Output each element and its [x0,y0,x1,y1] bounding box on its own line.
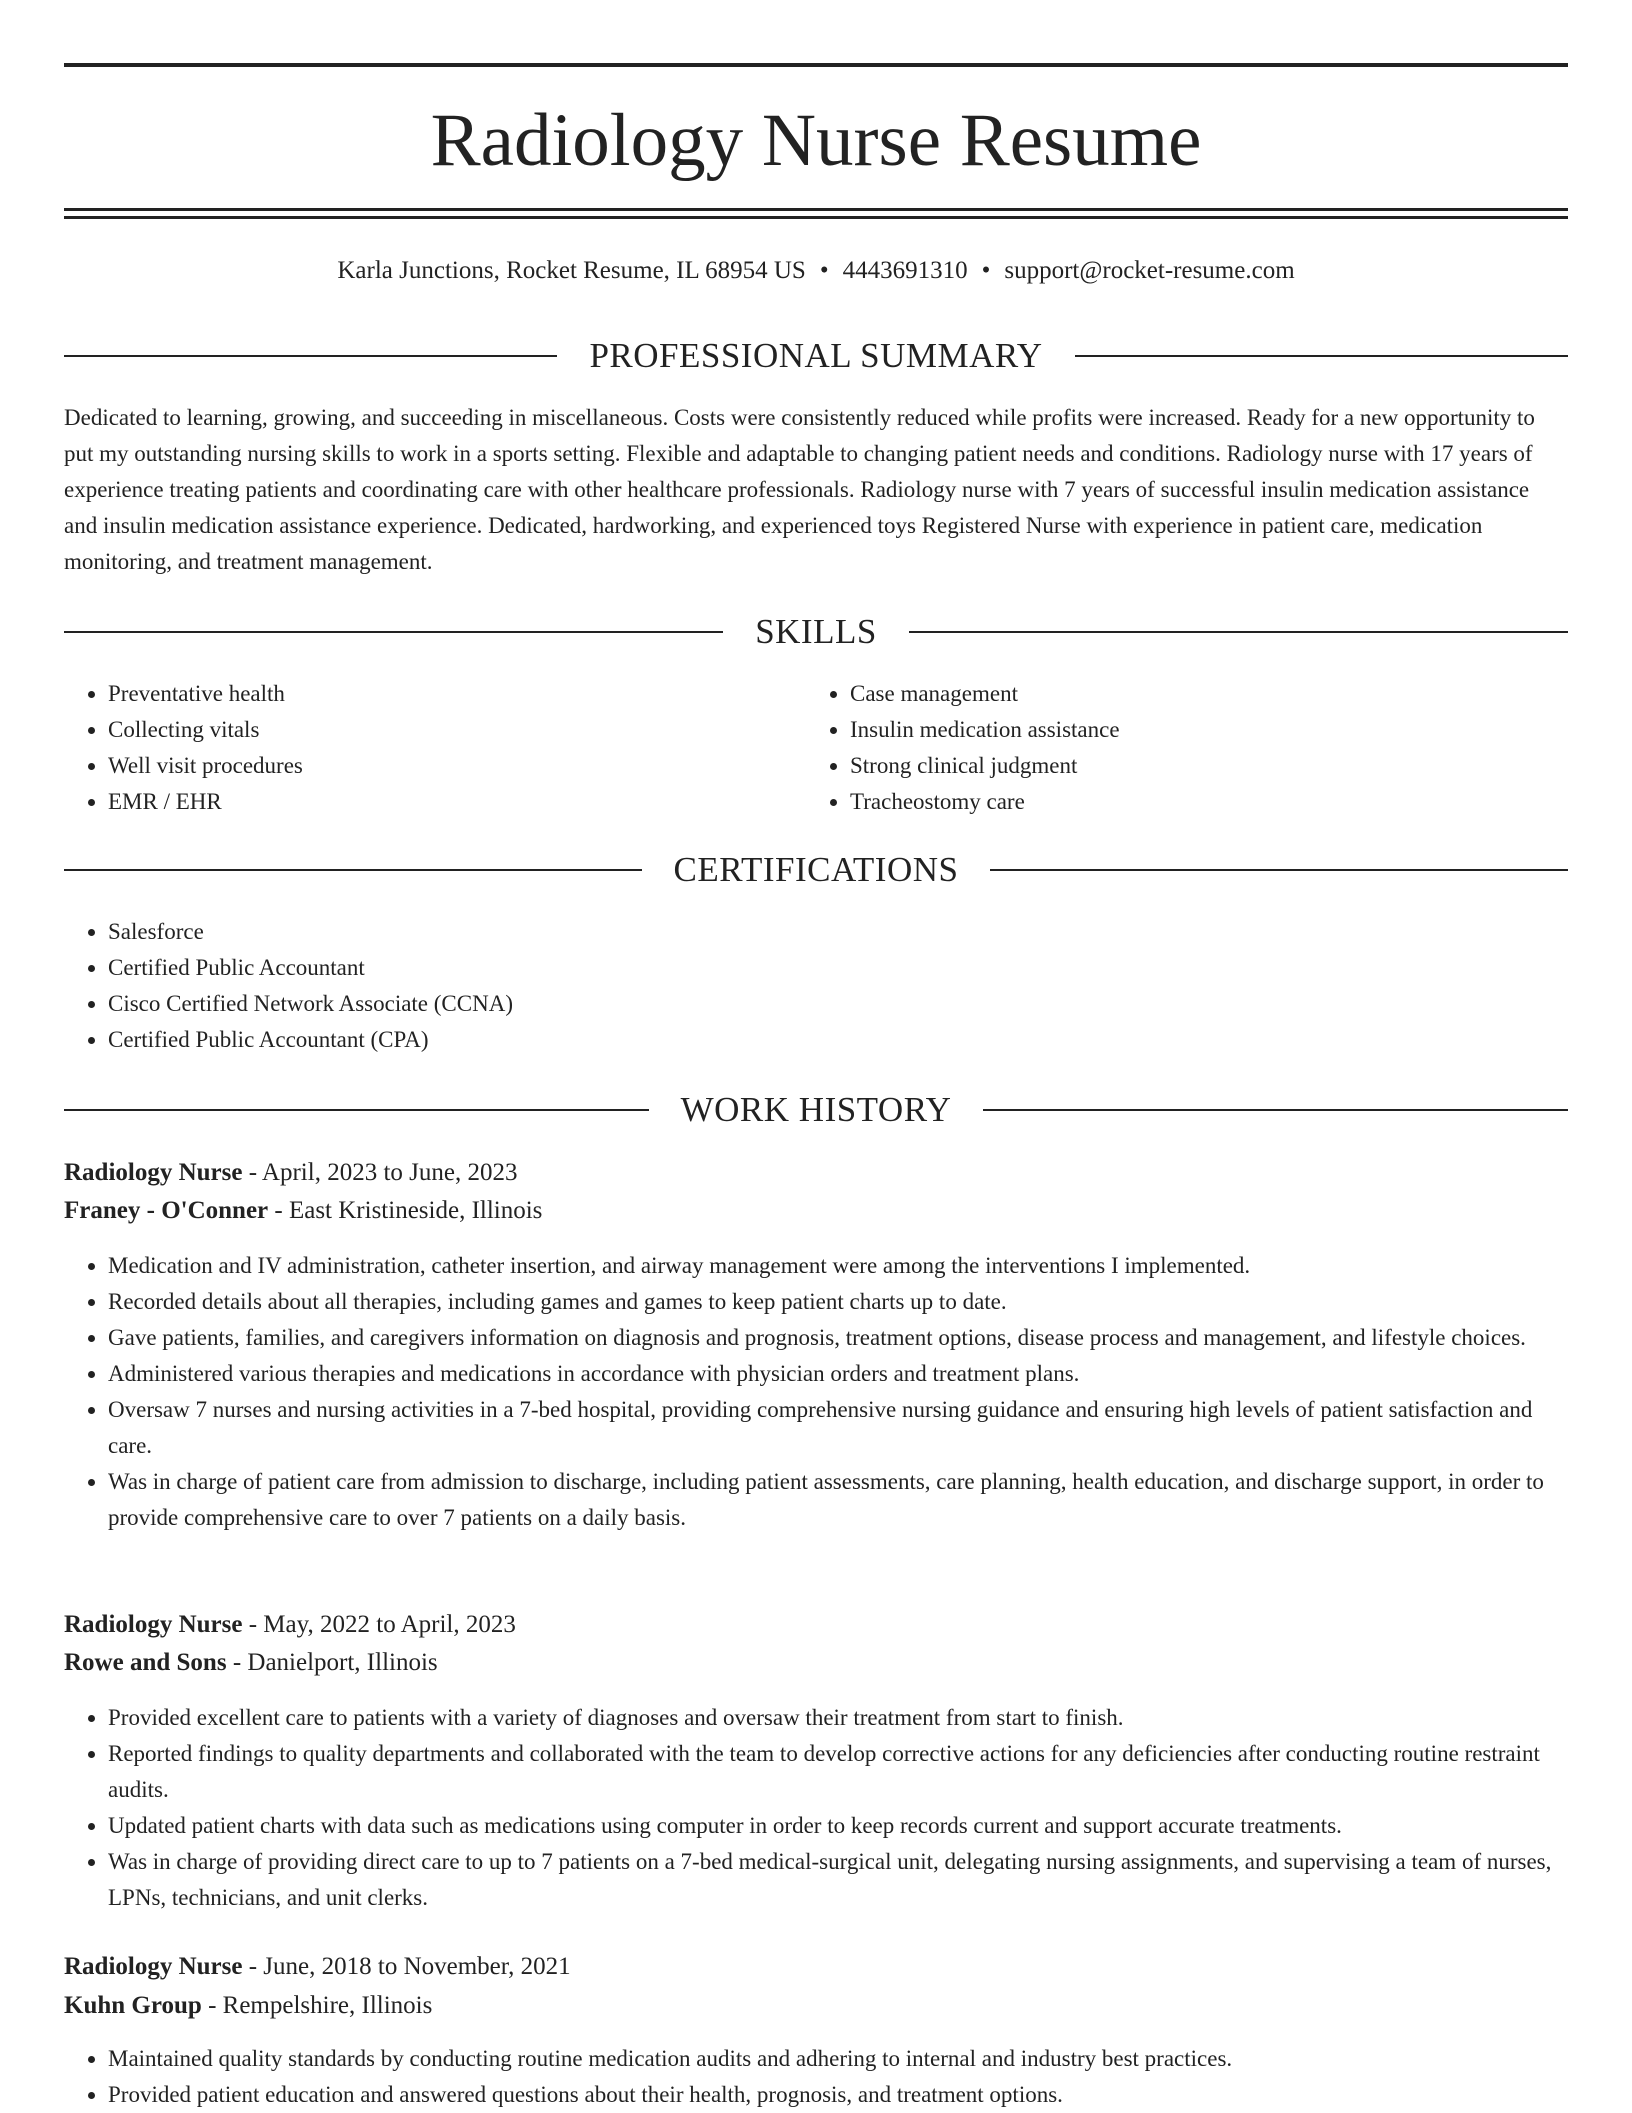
list-item: • Oversaw 7 nurses and nursing activities in a 7-bed hospital, providing comprehensive nursing guidance and ensuring high levels of patient satisfaction and care. [108,1392,1568,1464]
job-company: Rowe and Sons [64,1649,227,1676]
list-item: • Provided excellent care to patients with a variety of diagnoses and oversaw their treatment from start to finish. [108,1700,1568,1736]
title-double-rule-bottom [64,216,1568,219]
list-item: • Salesforce [108,914,1568,950]
job-title-line [64,1607,1568,1643]
job-role: Radiology Nurse [64,1953,243,1980]
list-item: • Reported findings to quality departments and collaborated with the team to develop corrective actions for any deficiencies after conducting routine restraint audits. [108,1736,1568,1808]
job-company: Kuhn Group [64,1992,202,2019]
skills-heading-label: SKILLS [755,612,877,651]
contact-separator: • [819,257,829,284]
job-company: Franey - O'Conner [64,1197,269,1224]
job-title-line [64,1155,1568,1191]
job-dates: - April, 2023 to June, 2023 [242,1159,518,1186]
job-location: - Rempelshire, Illinois [201,1992,433,2019]
heading-rule [64,355,557,357]
list-item: • Gave patients, families, and caregivers information on diagnosis and prognosis, treatment options, disease process and management, and lifestyle choices. [108,1320,1568,1356]
job-bullets [64,2041,1568,2113]
work-history-heading-label: WORK HISTORY [680,1090,952,1129]
certifications-heading-label: CERTIFICATIONS [673,850,959,889]
skills-list-left [64,676,808,820]
list-item: • Was in charge of patient care from admission to discharge, including patient assessments, care planning, health education, and discharge support, in order to provide comprehensive care to over 7 patients on a daily basis. [108,1464,1568,1536]
job-dates: - May, 2022 to April, 2023 [242,1611,516,1638]
job-bullets [64,1700,1568,1916]
contact-email: support@rocket-resume.com [1004,257,1295,284]
contact-address: Karla Junctions, Rocket Resume, IL 68954 US [337,257,806,284]
list-item: • Insulin medication assistance [850,712,1550,748]
summary-text: Dedicated to learning, growing, and succeeding in miscellaneous. Costs were consistently reduced while profits were increased. Ready for a new opportunity to put my outstanding nursing skills to work in a sports setting. Flexible and adaptable to changing patient needs and conditions. Radiology nurse with 17 years of experience treating patients and coordinating care with other healthcare professionals. Radiology nurse with 7 years of successful insulin medication assistance and insulin medication assistance experience. Dedicated, hardworking, and experienced toys Registered Nurse with experience in patient care, medication monitoring, and treatment management. [64,405,1535,574]
list-item: • Strong clinical judgment [850,748,1550,784]
job-company-line [64,1988,1568,2024]
list-item: • Cisco Certified Network Associate (CCNA) [108,986,1568,1022]
top-rule [64,63,1568,67]
job-location: - Danielport, Illinois [226,1649,438,1676]
list-item: • Recorded details about all therapies, including games and games to keep patient charts up to date. [108,1284,1568,1320]
contact-phone: 4443691310 [842,257,968,284]
job-title-line [64,1949,1568,1985]
list-item: • Administered various therapies and medications in accordance with physician orders and treatment plans. [108,1356,1568,1392]
skills-list-right [806,676,1550,820]
job-company-line [64,1645,1568,1681]
list-item: • Maintained quality standards by conducting routine medication audits and adhering to internal and industry best practices. [108,2041,1568,2077]
job-dates: - June, 2018 to November, 2021 [242,1953,571,1980]
certifications-list [64,914,1568,1058]
list-item: • Medication and IV administration, catheter insertion, and airway management were among the interventions I implemented. [108,1248,1568,1284]
list-item: • Case management [850,676,1550,712]
heading-rule [64,869,642,871]
page-title: Radiology Nurse Resume [430,99,1202,182]
heading-rule [64,1109,649,1111]
summary-heading-label: PROFESSIONAL SUMMARY [589,336,1043,375]
job-role: Radiology Nurse [64,1159,243,1186]
heading-rule [990,869,1568,871]
list-item: • Tracheostomy care [850,784,1550,820]
list-item: • EMR / EHR [108,784,808,820]
skills-heading [64,610,1568,654]
list-item: • Preventative health [108,676,808,712]
job-bullets [64,1248,1568,1536]
job-location: - East Kristineside, Illinois [268,1197,543,1224]
heading-rule [1075,355,1568,357]
certifications-heading [64,848,1568,892]
job-company-line [64,1193,1568,1229]
contact-separator: • [981,257,991,284]
list-item: • Was in charge of providing direct care to up to 7 patients on a 7-bed medical-surgical unit, delegating nursing assignments, and supervising a team of nurses, LPNs, technicians, and unit clerks. [108,1844,1568,1916]
list-item: • Certified Public Accountant [108,950,1568,986]
list-item: • Provided patient education and answered questions about their health, prognosis, and treatment options. [108,2077,1568,2113]
summary-heading [64,334,1568,378]
heading-rule [64,631,723,633]
list-item: • Collecting vitals [108,712,808,748]
contact-line [64,254,1568,288]
list-item: • Certified Public Accountant (CPA) [108,1022,1568,1058]
list-item: • Updated patient charts with data such as medications using computer in order to keep records current and support accurate treatments. [108,1808,1568,1844]
heading-rule [909,631,1568,633]
title-double-rule-top [64,208,1568,211]
job-role: Radiology Nurse [64,1611,243,1638]
heading-rule [983,1109,1568,1111]
work-history-heading [64,1088,1568,1132]
list-item: • Well visit procedures [108,748,808,784]
